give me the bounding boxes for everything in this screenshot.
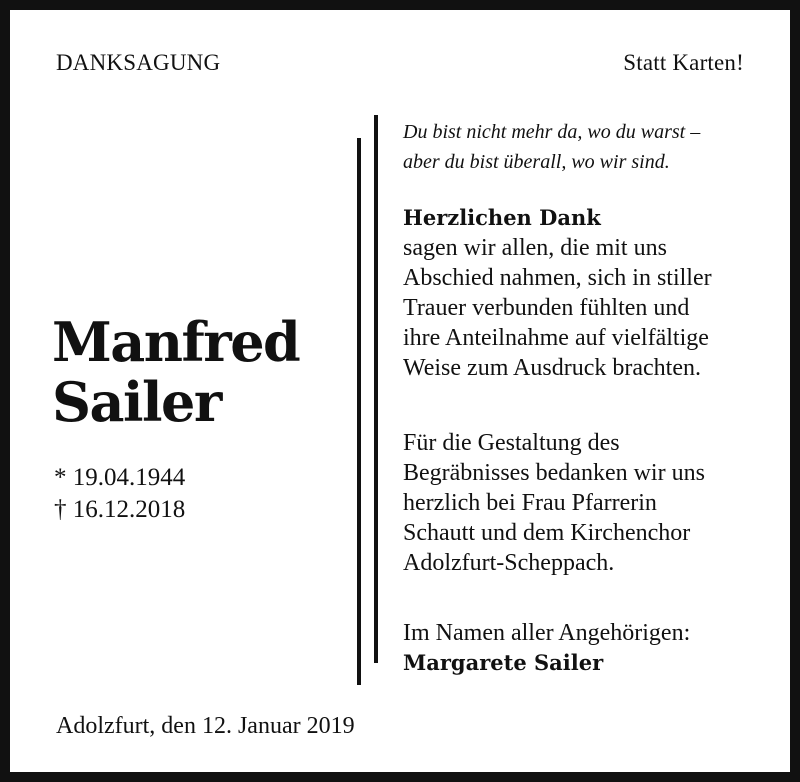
signer-name: Margarete Sailer [403, 650, 604, 675]
quote [403, 117, 773, 177]
death-date: † 16.12.2018 [54, 496, 186, 523]
deceased-name [52, 312, 299, 432]
funeral-line: Schautt und dem Kirchenchor [403, 520, 691, 546]
thanks-line: Trauer verbunden fühlten und [403, 295, 690, 321]
header-label: DANKSAGUNG [56, 50, 221, 75]
thanks-paragraph [403, 203, 773, 383]
header-note: Statt Karten! [623, 50, 744, 75]
closing-paragraph [403, 618, 773, 678]
place-and-date: Adolzfurt, den 12. Januar 2019 [56, 713, 355, 739]
first-name: Manfred [52, 310, 300, 374]
funeral-paragraph [403, 428, 773, 578]
funeral-line: herzlich bei Frau Pfarrerin [403, 490, 657, 516]
quote-line: aber du bist überall, wo wir sind. [403, 151, 670, 173]
funeral-line: Adolzfurt-Scheppach. [403, 550, 615, 576]
thanks-line: Weise zum Ausdruck brachten. [403, 355, 701, 381]
birth-date: * 19.04.1944 [54, 464, 186, 491]
thanks-line: ihre Anteilnahme auf vielfältige [403, 325, 709, 351]
closing-text: Im Namen aller Angehörigen: [403, 620, 691, 646]
thanks-line: sagen wir allen, die mit uns [403, 235, 667, 261]
funeral-line: Für die Gestaltung des [403, 430, 620, 456]
life-dates [54, 462, 185, 526]
thanks-heading: Herzlichen Dank [403, 205, 601, 230]
divider-line-right [374, 115, 378, 663]
quote-line: Du bist nicht mehr da, wo du warst – [403, 121, 701, 143]
divider-line-left [357, 138, 361, 685]
last-name: Sailer [52, 370, 221, 434]
funeral-line: Begräbnisses bedanken wir uns [403, 460, 705, 486]
thanks-line: Abschied nahmen, sich in stiller [403, 265, 712, 291]
